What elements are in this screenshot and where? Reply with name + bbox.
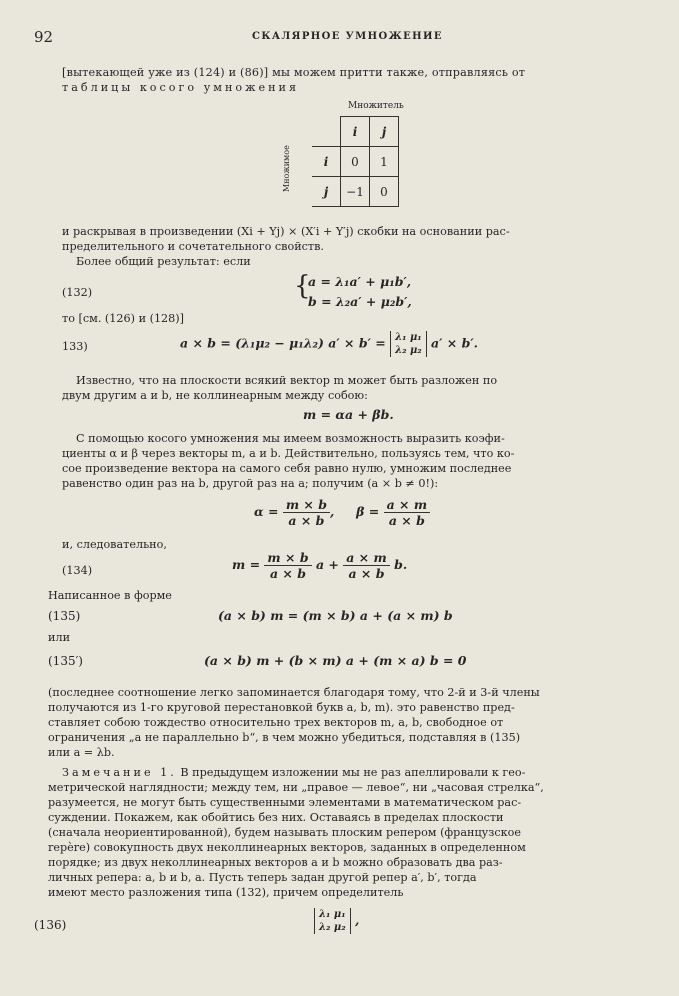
eq133-lhs: a × b = (λ₁μ₂ − μ₁λ₂) a′ × b′ = <box>180 335 386 351</box>
alpha-lhs: α = <box>254 504 279 519</box>
table-col-header: j <box>370 117 399 147</box>
table-cell: 0 <box>370 177 399 207</box>
det-row: λ₂ μ₂ <box>319 922 346 933</box>
table-row-header: j <box>312 177 341 207</box>
eq133-label: 133) <box>62 340 88 353</box>
para1-line-2: пределительного и сочетательного свойств. <box>62 240 324 253</box>
remark-line-4: суждении. Покажем, как обойтись без них. Оставаясь в пределах плоскости <box>48 811 504 824</box>
det-row: λ₁ μ₁ <box>319 909 346 920</box>
eq134-mid: a + <box>315 557 339 572</box>
para3-line-1: С помощью косого умножения мы имеем возможность выразить коэфи- <box>76 432 505 445</box>
eq136-formula <box>314 908 359 934</box>
remark-line-1 <box>62 766 525 779</box>
remark-heading: Замечание 1. <box>62 766 177 779</box>
fraction-denominator: a × b <box>348 566 385 581</box>
table-cell: 0 <box>341 147 370 177</box>
written-form-text: Написанное в форме <box>48 589 172 602</box>
eq132-label: (132) <box>62 286 93 299</box>
table-corner <box>312 117 341 147</box>
intro-line-1: [вытекающей уже из (124) и (86)] мы можем притти также, отправляясь от <box>62 66 526 79</box>
eq134-fraction-1 <box>264 550 311 581</box>
para4-line-4: ограничения „a не параллельно b“, в чем можно убедиться, подставляя в (135) <box>48 731 521 744</box>
table-cell: 1 <box>370 147 399 177</box>
para4-line-1: (последнее соотношение легко запоминается благодаря тому, что 2-й и 3-й члены <box>48 686 540 699</box>
eq133-rhs: a′ × b′. <box>431 335 478 351</box>
eq135p-formula: (a × b) m + (b × m) a + (m × a) b = 0 <box>204 653 467 668</box>
fraction-numerator: m × b <box>264 550 311 566</box>
remark-line-5: (сначала неориентированной), будем называть плоским репером (французское <box>48 826 521 839</box>
para1-line-1: и раскрывая в произведении (Xi + Yj) × (X′i + Y′j) скобки на основании рас- <box>62 225 510 238</box>
table-side-label: Множимое <box>282 145 291 192</box>
eq135p-label: (135′) <box>48 654 83 668</box>
para3-line-2: циенты α и β через векторы m, a и b. Действительно, пользуясь тем, что ко- <box>62 447 515 460</box>
para3-line-3: сое произведение вектора на самого себя равно нулю, умножим последнее <box>62 462 512 475</box>
eq134-tail: b. <box>394 557 408 572</box>
table-row-header: i <box>312 147 341 177</box>
para4-line-3: ставляет собою тождество относительно трех векторов m, a, b, свободное от <box>48 716 504 729</box>
eq132-line-2: b = λ₂a′ + μ₂b′, <box>308 294 412 309</box>
remark-line-9: имеют место разложения типа (132), причем определитель <box>48 886 404 899</box>
remark-text: В предыдущем изложении мы не раз апеллировали к гео- <box>180 766 526 779</box>
then-text: то [см. (126) и (128)] <box>62 312 185 325</box>
eq134-lhs: m = <box>232 557 261 572</box>
para4-line-5: или a = λb. <box>48 746 115 759</box>
beta-fraction <box>384 497 431 528</box>
or-text: или <box>48 631 71 644</box>
fraction-denominator: a × b <box>269 566 307 581</box>
remark-line-2: метрической наглядности; между тем, ни „правое — левое“, ни „часовая стрелка“, <box>48 781 544 794</box>
eq133-determinant <box>390 331 427 357</box>
eq134-formula <box>232 550 407 581</box>
remark-line-6: repère) совокупность двух неколлинеарных векторов, заданных в определенном <box>48 841 526 854</box>
page-number: 92 <box>34 28 54 46</box>
alpha-numerator: m × b <box>283 497 330 513</box>
para2-formula: m = αa + βb. <box>303 407 394 422</box>
alpha-fraction <box>283 497 330 528</box>
table-cell: −1 <box>341 177 370 207</box>
para3-line-4: равенство один раз на b, другой раз на a; получим (a × b ≠ 0!): <box>62 477 439 490</box>
table-col-header: i <box>341 117 370 147</box>
alpha-comma: , <box>329 504 335 519</box>
beta-lhs: β = <box>356 504 380 519</box>
eq136-determinant <box>314 908 351 934</box>
det-row: λ₂ μ₂ <box>395 345 422 356</box>
eq132-line-1: a = λ₁a′ + μ₁b′, <box>308 274 412 289</box>
eq134-label: (134) <box>62 564 93 577</box>
eq133-formula <box>180 331 478 357</box>
alpha-beta-formula <box>254 497 430 528</box>
para2-line-1: Известно, что на плоскости всякий вектор m может быть разложен по <box>76 374 498 387</box>
running-title: СКАЛЯРНОЕ УМНОЖЕНИЕ <box>252 31 443 42</box>
cross-product-table <box>312 116 399 207</box>
eq134-fraction-2 <box>343 550 390 581</box>
remark-line-8: личных репера: a, b и b, a. Пусть теперь задан другой репер a′, b′, тогда <box>48 871 477 884</box>
det-row: λ₁ μ₁ <box>395 332 422 343</box>
table-title: Множитель <box>348 101 404 111</box>
remark-line-3: разумеется, не могут быть существенными элементами в математическом рас- <box>48 796 522 809</box>
para1-line-3: Более общий результат: если <box>76 255 251 268</box>
fraction-numerator: a × m <box>343 550 390 566</box>
intro-line-2: таблицы косого умножения <box>62 81 300 94</box>
consequently-text: и, следовательно, <box>62 538 167 551</box>
eq132-brace: { <box>294 271 311 301</box>
para2-line-2: двум другим a и b, не коллинеарным между собою: <box>62 389 368 402</box>
para4-line-2: получаются из 1-го круговой перестановкой букв a, b, m). это равенство пред- <box>48 701 515 714</box>
alpha-denominator: a × b <box>288 513 325 528</box>
eq136-label: (136) <box>34 918 67 932</box>
remark-line-7: порядке; из двух неколлинеарных векторов a и b можно образовать два раз- <box>48 856 503 869</box>
eq135-label: (135) <box>48 609 81 623</box>
beta-denominator: a × b <box>388 513 425 528</box>
eq136-tail: , <box>354 912 360 928</box>
beta-numerator: a × m <box>384 497 431 513</box>
eq135-formula: (a × b) m = (m × b) a + (a × m) b <box>218 608 453 623</box>
